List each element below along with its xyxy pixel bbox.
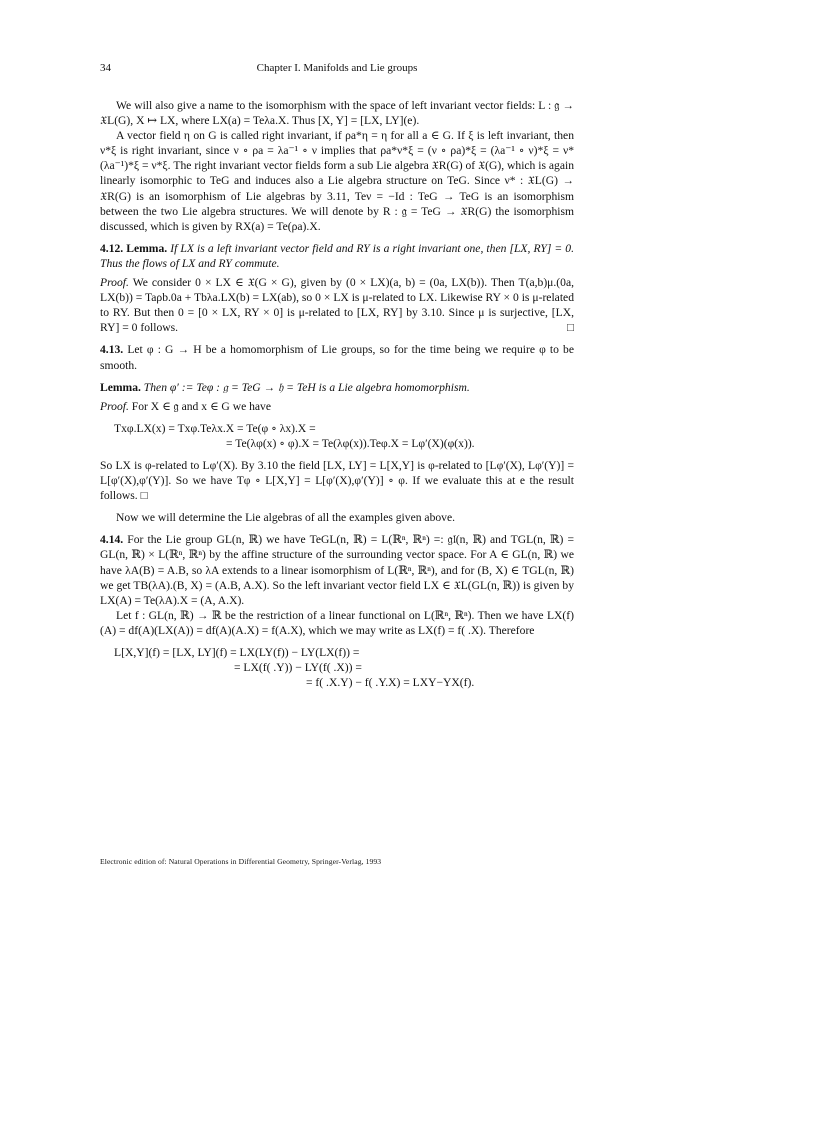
section-4-14 — [100, 532, 574, 607]
equation-line: = Te(λφ(x) ∘ φ).X = Te(λφ(x)).Teφ.X = Lφ′(X)(φ(x)). — [226, 436, 475, 450]
section-4-14-label: 4.14. — [100, 533, 124, 547]
proof-4-13 — [100, 399, 574, 414]
lemma-4-12-statement: If LX is a left invariant vector field and RY is a right invariant one, then [LX, RY] = 0. Thus the flows of LX and RY commute. — [100, 241, 575, 270]
paragraph-examples: Now we will determine the Lie algebras of all the examples given above. — [116, 511, 455, 525]
section-4-13-text: Let φ : G → H be a homomorphism of Lie groups, so for the time being we require φ to be smooth. — [100, 343, 574, 372]
paragraph-right-invariant: A vector field η on G is called right invariant, if ρa*η = η for all a ∈ G. If ξ is left invariant, then ν*ξ is right invariant, since ν ∘ ρa = λa⁻¹ ∘ ν implies that ρa*ν*ξ = (ν ∘ ρa)*ξ = (λa⁻¹ ∘ ν)*ξ = ν*(λa⁻¹)*ξ = ν*ξ. The right invariant vector fields form a sub Lie algebra 𝔛R(G) of 𝔛(G), which is again linearly isomorphic to TeG and induces also a Lie algebra structure on TeG. Since ν* : 𝔛L(G) → 𝔛R(G) is an isomorphism of Lie algebras by 3.11, Teν = −Id : TeG → TeG is an isomorphism between the two Lie algebra structures. We will denote by R : 𝔤 = TeG → 𝔛R(G) the isomorphism discussed, which is given by RX(a) = Te(ρa).X. — [100, 129, 574, 233]
proof-4-13-label: Proof. — [100, 399, 129, 413]
proof-4-12-label: Proof. — [100, 276, 129, 290]
paragraph-phi-related — [100, 458, 574, 503]
lemma-4-12 — [100, 241, 574, 271]
qed-symbol: □ — [566, 321, 574, 335]
section-4-13-label: 4.13. — [100, 343, 124, 357]
lemma-4-13-label: Lemma. — [100, 380, 141, 394]
page-number: 34 — [100, 62, 111, 74]
section-4-14-text: For the Lie group GL(n, ℝ) we have TeGL(n, ℝ) = L(ℝⁿ, ℝⁿ) =: 𝔤𝔩(n, ℝ) and TGL(n, ℝ) = GL(n, ℝ) × L(ℝⁿ, ℝⁿ) by the affine structure of the surrounding vector space. For A ∈ GL(n, ℝ) we have λA(B) = A.B, so λA extends to a linear isomorphism of L(ℝⁿ, ℝⁿ), and for (B, X) ∈ TGL(n, ℝ) we get TB(λA).(B, X) = (A.B, A.X). So the left invariant vector field LX ∈ 𝔛L(GL(n, ℝ)) is given by LX(A) = Te(λA).X = (A, A.X). — [100, 533, 574, 607]
text-body — [100, 98, 574, 697]
equation-line: Txφ.LX(x) = Txφ.Teλx.X = Te(φ ∘ λx).X = — [114, 421, 316, 435]
equation-line: = LX(f( .Y)) − LY(f( .X)) = — [234, 661, 362, 675]
lemma-4-13 — [100, 380, 574, 395]
paragraph-left-invariant-iso: We will also give a name to the isomorphism with the space of left invariant vector fields: L : 𝔤 → 𝔛L(G), X ↦ LX, where LX(a) = Teλa.X. Thus [X, Y] = [LX, LY](e). — [100, 99, 574, 128]
proof-4-12 — [100, 275, 574, 335]
lemma-4-12-label: 4.12. Lemma. — [100, 241, 168, 255]
equation-line: = f( .X.Y) − f( .Y.X) = LXY−YX(f). — [306, 676, 475, 690]
page — [100, 62, 575, 690]
equation-4-14 — [100, 645, 574, 690]
proof-4-12-text: We consider 0 × LX ∈ 𝔛(G × G), given by (0 × LX)(a, b) = (0a, LX(b)). Then T(a,b)μ.(0a, LX(b)) = Taρb.0a + Tbλa.LX(b) = LX(ab), so 0 × LX is μ-related to LX. Likewise RY × 0 is μ-related to RY. But then 0 = [0 × LX, RY × 0] is μ-related to [LX, RY] by 3.10. Since μ is surjective, [LX, RY] = 0 follows. — [100, 276, 574, 335]
edition-footer: Electronic edition of: Natural Operations in Differential Geometry, Springer-Verlag, 1993 — [100, 857, 382, 866]
paragraph-phi-related-text: So LX is φ-related to Lφ′(X). By 3.10 the field [LX, LY] = L[X,Y] is φ-related to [Lφ′(X), Lφ′(Y)] = L[φ′(X),φ′(Y)]. So we have Tφ ∘ L[X,Y] = L[φ′(X),φ′(Y)] ∘ φ. If we evaluate this at e the result follows. — [100, 458, 574, 503]
section-4-13 — [100, 342, 574, 372]
lemma-4-13-statement: Then φ′ := Teφ : 𝔤 = TeG → 𝔥 = TeH is a Lie algebra homomorphism. — [143, 380, 470, 394]
equation-4-13 — [100, 421, 574, 451]
paragraph-linear-functional: Let f : GL(n, ℝ) → ℝ be the restriction of a linear functional on L(ℝⁿ, ℝⁿ). Then we have LX(f)(A) = df(A)(LX(A)) = df(A)(A.X) = f(A.X), which we may write as LX(f) = f( .X). Therefore — [100, 608, 574, 637]
chapter-title: Chapter I. Manifolds and Lie groups — [256, 62, 418, 74]
equation-line: L[X,Y](f) = [LX, LY](f) = LX(LY(f)) − LY(LX(f)) = — [114, 646, 360, 659]
proof-4-13-text: For X ∈ 𝔤 and x ∈ G we have — [131, 399, 271, 413]
running-header — [100, 62, 574, 82]
qed-symbol: □ — [140, 489, 148, 503]
